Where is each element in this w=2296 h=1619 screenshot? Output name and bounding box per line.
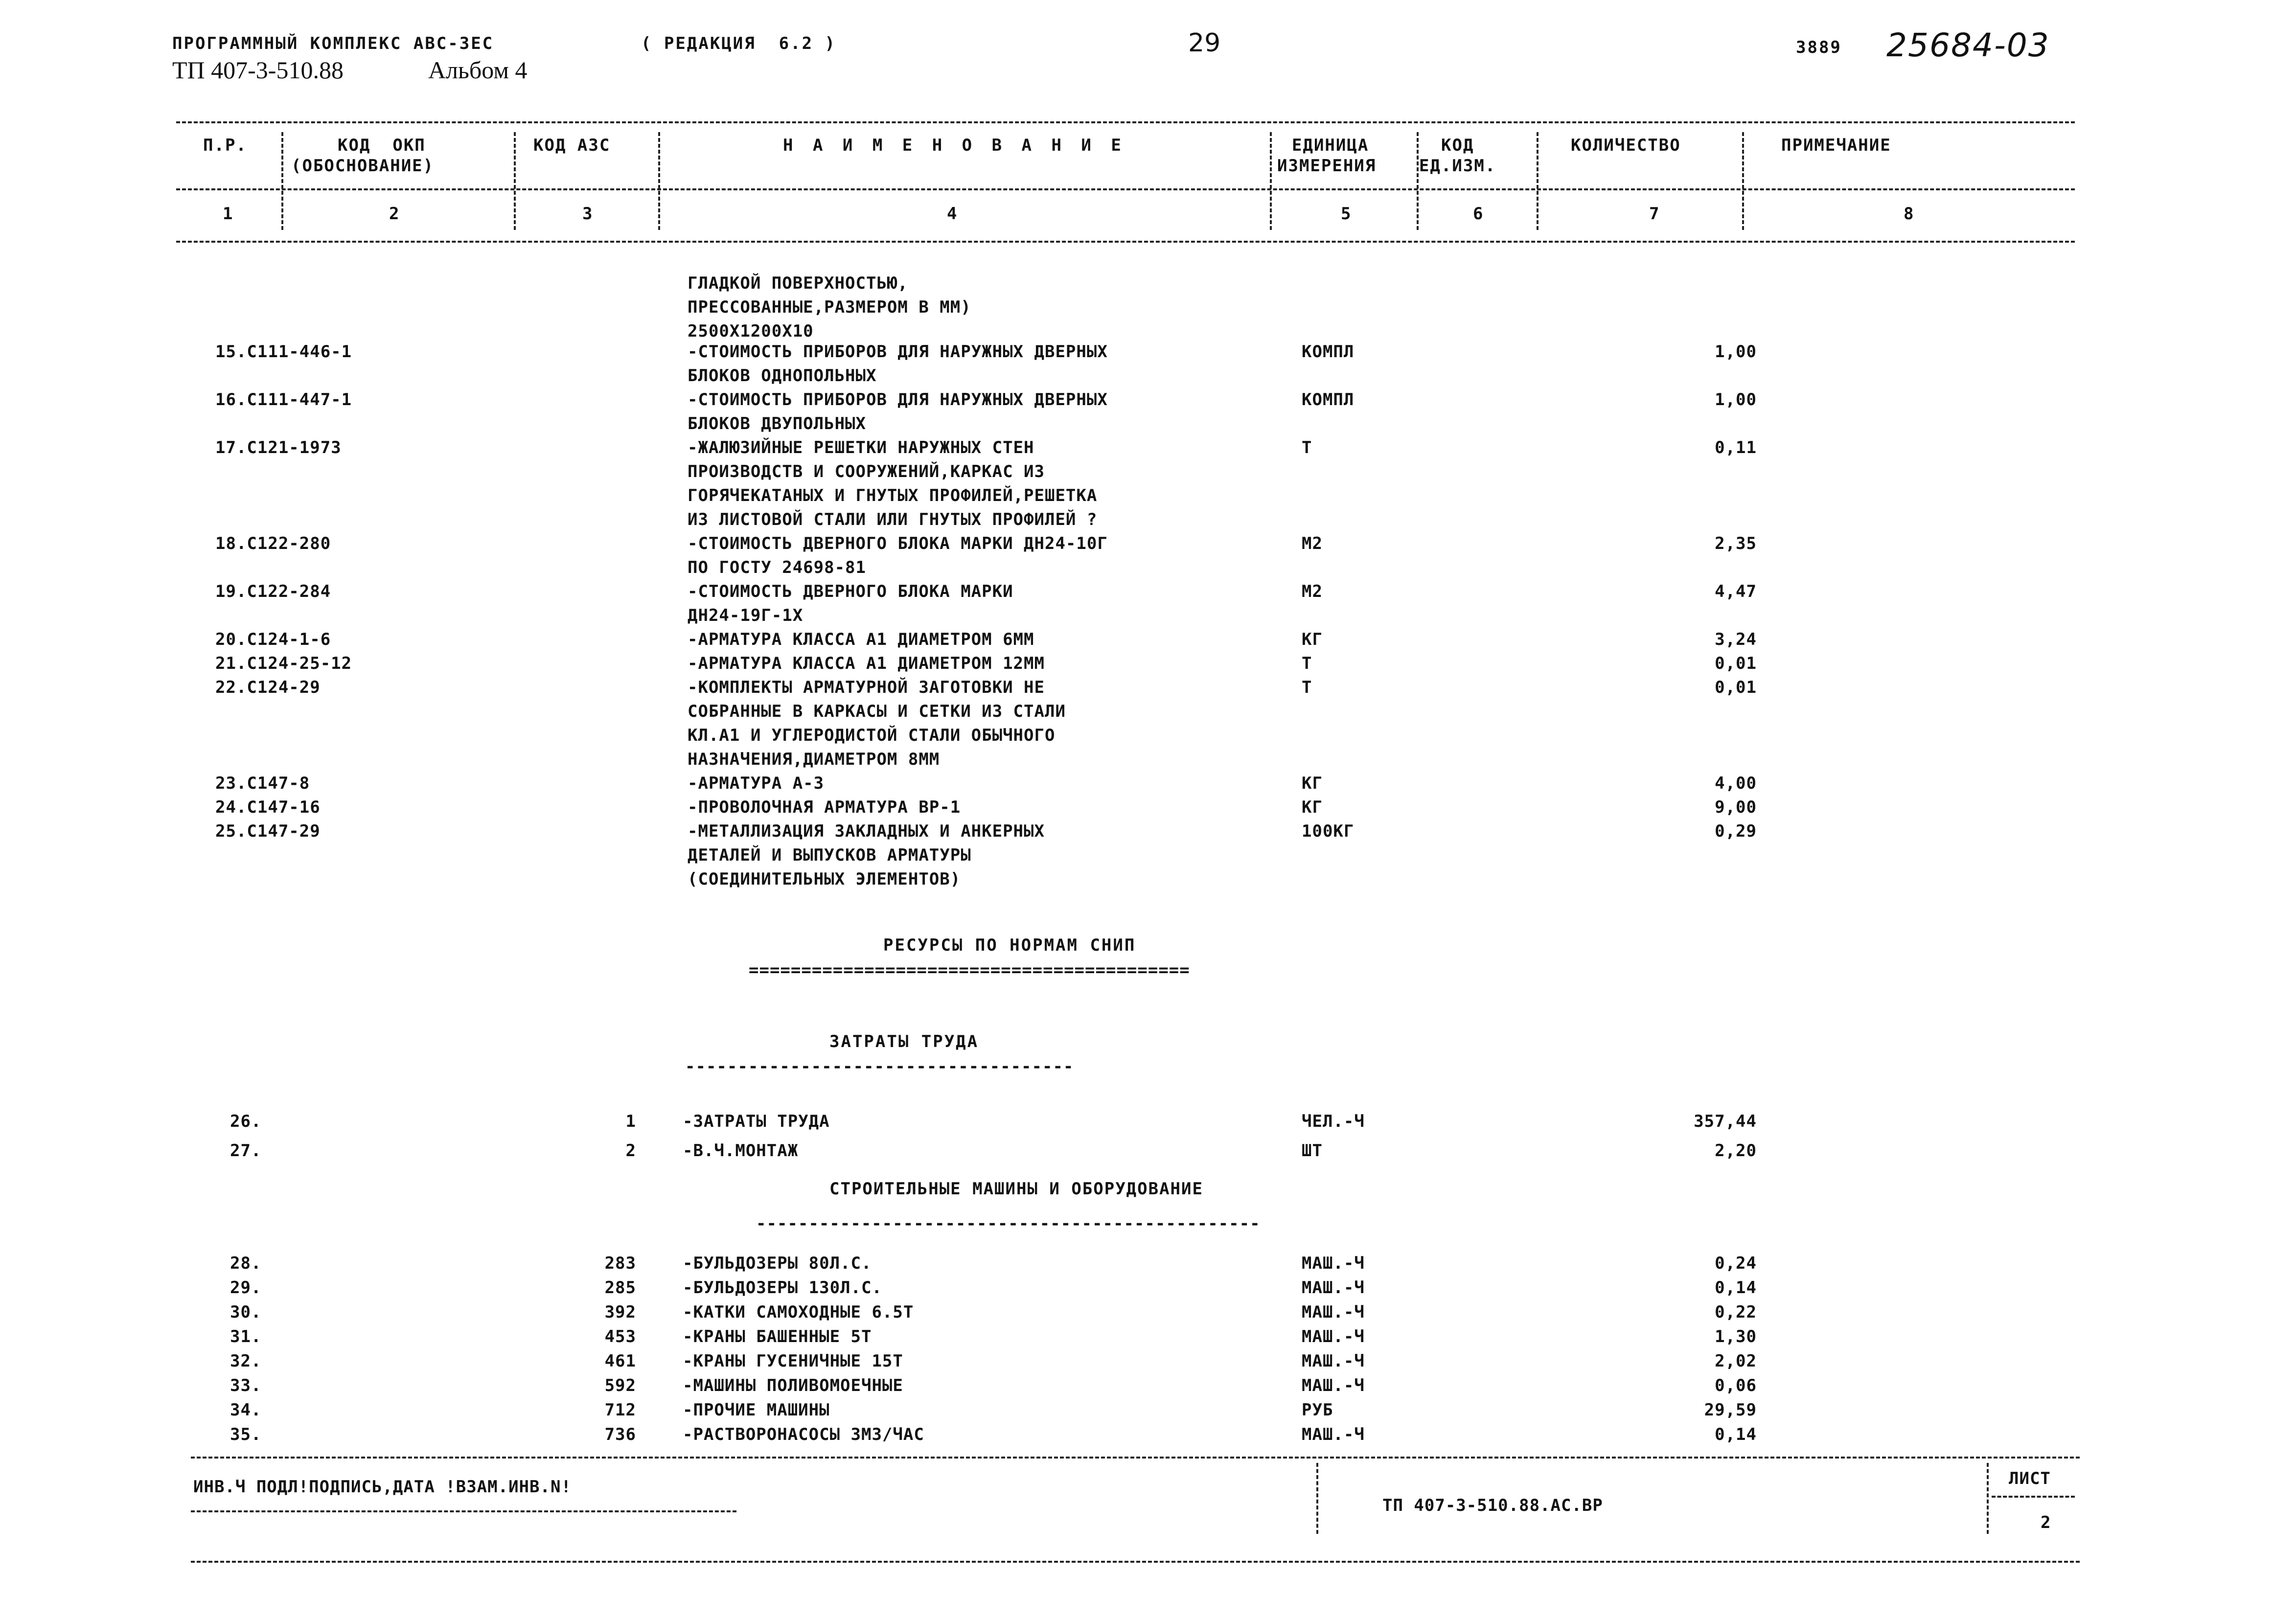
material-name-line: -АРМАТУРА КЛАССА А1 ДИАМЕТРОМ 6ММ [688,630,1034,649]
machines-underline: ------------------------------------------------ [756,1214,1261,1233]
col-number: 4 [947,204,958,224]
machine-row-name: -МАШИНЫ ПОЛИВОМОЕЧНЫЕ [683,1376,903,1395]
material-qty: 1,00 [1715,342,1757,362]
intro-text [688,272,971,343]
labor-row-num: 26. [230,1112,262,1131]
material-qty: 0,01 [1715,654,1757,673]
machine-row-num: 32. [230,1351,262,1371]
machine-row-unit: МАШ.-Ч [1302,1351,1365,1371]
material-code: 23.С147-8 [215,774,310,793]
material-code: 19.С122-284 [215,582,331,601]
material-name-line: -ЖАЛЮЗИЙНЫЕ РЕШЕТКИ НАРУЖНЫХ СТЕН [688,438,1034,457]
material-name-line: -СТОИМОСТЬ ПРИБОРОВ ДЛЯ НАРУЖНЫХ ДВЕРНЫХ [688,390,1108,410]
labor-underline: ------------------------------------- [685,1057,1074,1076]
col-header-unit-sub: ИЗМЕРЕНИЯ [1277,156,1377,176]
edition-label: ( РЕДАКЦИЯ 6.2 ) [641,34,836,53]
machine-row-code: 283 [604,1254,636,1273]
material-qty: 0,29 [1715,821,1757,841]
footer-bottom-rule [191,1561,2080,1563]
machine-row-num: 28. [230,1254,262,1273]
col-header-pr: П.Р. [203,136,247,155]
material-unit: КГ [1302,798,1323,817]
table-number-rule [176,241,2075,243]
footer-sep [1987,1463,1989,1534]
material-qty: 9,00 [1715,798,1757,817]
labor-title: ЗАТРАТЫ ТРУДА [829,1032,979,1051]
machine-row-unit: МАШ.-Ч [1302,1302,1365,1322]
col-sep [1270,132,1272,230]
col-sep [1417,132,1419,230]
material-code: 17.С121-1973 [215,438,342,457]
col-number: 5 [1341,204,1352,224]
col-header-qty: КОЛИЧЕСТВО [1571,136,1681,155]
labor-row-name: -В.Ч.МОНТАЖ [683,1141,799,1161]
material-name-line: -КОМПЛЕКТЫ АРМАТУРНОЙ ЗАГОТОВКИ НЕ [688,678,1045,697]
machine-row-num: 33. [230,1376,262,1395]
material-unit: КГ [1302,774,1323,793]
material-name-line: КЛ.А1 И УГЛЕРОДИСТОЙ СТАЛИ ОБЫЧНОГО [688,726,1056,745]
doc-number: 25684-03 [1886,26,2050,64]
machine-row-unit: РУБ [1302,1400,1333,1420]
machine-row-num: 31. [230,1327,262,1346]
material-name-line: (СОЕДИНИТЕЛЬНЫХ ЭЛЕМЕНТОВ) [688,869,961,889]
table-header-rule [176,188,2075,190]
material-name-line: БЛОКОВ ОДНОПОЛЬНЫХ [688,366,877,386]
resources-underline: ========================================== [749,960,1190,980]
machine-row-code: 712 [604,1400,636,1420]
labor-row-code: 2 [625,1141,636,1161]
col-header-unit: ЕДИНИЦА [1292,136,1369,155]
material-code: 16.С111-447-1 [215,390,352,410]
machine-row-name: -ПРОЧИЕ МАШИНЫ [683,1400,830,1420]
material-name-line: -АРМАТУРА КЛАССА А1 ДИАМЕТРОМ 12ММ [688,654,1045,673]
labor-row-code: 1 [625,1112,636,1131]
material-code: 22.С124-29 [215,678,321,697]
material-name-line: -ПРОВОЛОЧНАЯ АРМАТУРА ВР-1 [688,798,961,817]
machine-row-code: 453 [604,1327,636,1346]
footer-doc-ref: ТП 407-3-510.88.АС.ВР [1382,1496,1603,1515]
machine-row-name: -БУЛЬДОЗЕРЫ 80Л.С. [683,1254,872,1273]
footer-mid-rule [191,1510,736,1512]
material-name-line: ИЗ ЛИСТОВОЙ СТАЛИ ИЛИ ГНУТЫХ ПРОФИЛЕЙ ? [688,510,1098,529]
material-name-line: -СТОИМОСТЬ ПРИБОРОВ ДЛЯ НАРУЖНЫХ ДВЕРНЫХ [688,342,1108,362]
material-qty: 1,00 [1715,390,1757,410]
material-code: 24.С147-16 [215,798,321,817]
machines-title: СТРОИТЕЛЬНЫЕ МАШИНЫ И ОБОРУДОВАНИЕ [829,1179,1203,1199]
project-code: ТП 407-3-510.88 [172,56,344,84]
footer-sheet-rule [1992,1496,2075,1498]
labor-row-name: -ЗАТРАТЫ ТРУДА [683,1112,830,1131]
material-name-line: ДЕТАЛЕЙ И ВЫПУСКОВ АРМАТУРЫ [688,845,971,865]
col-header-note: ПРИМЕЧАНИЕ [1781,136,1891,155]
col-header-azs: КОД АЗС [533,136,611,155]
machine-row-name: -КРАНЫ ГУСЕНИЧНЫЕ 15Т [683,1351,903,1371]
col-number: 6 [1473,204,1484,224]
col-sep [658,132,660,230]
material-code: 21.С124-25-12 [215,654,352,673]
col-header-name: Н А И М Е Н О В А Н И Е [783,136,1126,155]
material-name-line: СОБРАННЫЕ В КАРКАСЫ И СЕТКИ ИЗ СТАЛИ [688,702,1066,721]
machine-row-qty: 2,02 [1715,1351,1757,1371]
machine-row-name: -КРАНЫ БАШЕННЫЕ 5Т [683,1327,872,1346]
col-number: 2 [389,204,400,224]
footer-sep [1316,1463,1318,1534]
machine-row-qty: 0,06 [1715,1376,1757,1395]
material-unit: М2 [1302,534,1323,553]
material-unit: Т [1302,438,1312,457]
material-qty: 3,24 [1715,630,1757,649]
material-name-line: ПРОИЗВОДСТВ И СООРУЖЕНИЙ,КАРКАС ИЗ [688,462,1045,481]
material-code: 25.С147-29 [215,821,321,841]
machine-row-unit: МАШ.-Ч [1302,1425,1365,1444]
material-name-line: -МЕТАЛЛИЗАЦИЯ ЗАКЛАДНЫХ И АНКЕРНЫХ [688,821,1045,841]
material-name-line: ПО ГОСТУ 24698-81 [688,558,866,577]
machine-row-num: 34. [230,1400,262,1420]
machine-row-unit: МАШ.-Ч [1302,1327,1365,1346]
machine-row-num: 30. [230,1302,262,1322]
material-qty: 0,01 [1715,678,1757,697]
machine-row-qty: 1,30 [1715,1327,1757,1346]
table-top-rule [176,121,2075,123]
col-number: 8 [1904,204,1915,224]
col-number: 3 [582,204,594,224]
material-qty: 4,47 [1715,582,1757,601]
machine-row-unit: МАШ.-Ч [1302,1376,1365,1395]
material-name-line: ГОРЯЧЕКАТАНЫХ И ГНУТЫХ ПРОФИЛЕЙ,РЕШЕТКА [688,486,1098,505]
machine-row-qty: 29,59 [1704,1400,1757,1420]
material-code: 18.С122-280 [215,534,331,553]
footer-left-label: ИНВ.Ч ПОДЛ!ПОДПИСЬ,ДАТА !ВЗАМ.ИНВ.N! [193,1477,572,1497]
material-unit: Т [1302,678,1312,697]
labor-row-unit: ШТ [1302,1141,1323,1161]
machine-row-qty: 0,24 [1715,1254,1757,1273]
labor-row-qty: 357,44 [1694,1112,1757,1131]
page-number: 29 [1188,28,1221,58]
col-sep [281,132,283,230]
col-sep [1537,132,1538,230]
machine-row-unit: МАШ.-Ч [1302,1254,1365,1273]
labor-row-unit: ЧЕЛ.-Ч [1302,1112,1365,1131]
material-unit: 100КГ [1302,821,1355,841]
material-unit: Т [1302,654,1312,673]
machine-row-qty: 0,14 [1715,1425,1757,1444]
col-header-unitcode-sub: ЕД.ИЗМ. [1419,156,1496,176]
intro-line: 2500Х1200Х10 [688,321,814,341]
machine-row-name: -КАТКИ САМОХОДНЫЕ 6.5Т [683,1302,914,1322]
col-number: 7 [1649,204,1660,224]
material-name-line: БЛОКОВ ДВУПОЛЬНЫХ [688,414,866,433]
material-code: 20.С124-1-6 [215,630,331,649]
material-name-line: -СТОИМОСТЬ ДВЕРНОГО БЛОКА МАРКИ [688,582,1013,601]
col-sep [1742,132,1744,230]
footer-sheet-number: 2 [2041,1513,2051,1532]
material-code: 15.С111-446-1 [215,342,352,362]
footer-sheet-label: ЛИСТ [2009,1469,2051,1488]
material-qty: 0,11 [1715,438,1757,457]
machine-row-code: 285 [604,1278,636,1298]
material-unit: М2 [1302,582,1323,601]
machine-row-num: 35. [230,1425,262,1444]
footer-top-rule [191,1457,2080,1459]
material-name-line: ДН24-19Г-1Х [688,606,804,625]
material-name-line: -СТОИМОСТЬ ДВЕРНОГО БЛОКА МАРКИ ДН24-10Г [688,534,1108,553]
intro-line: ГЛАДКОЙ ПОВЕРХНОСТЬЮ, [688,274,908,293]
machine-row-code: 392 [604,1302,636,1322]
machine-row-name: -БУЛЬДОЗЕРЫ 130Л.С. [683,1278,882,1298]
machine-row-name: -РАСТВОРОНАСОСЫ 3М3/ЧАС [683,1425,924,1444]
machine-row-code: 736 [604,1425,636,1444]
material-unit: КГ [1302,630,1323,649]
machine-row-qty: 0,14 [1715,1278,1757,1298]
material-qty: 4,00 [1715,774,1757,793]
machine-row-qty: 0,22 [1715,1302,1757,1322]
material-name-line: -АРМАТУРА А-3 [688,774,825,793]
col-sep [514,132,516,230]
resources-title: РЕСУРСЫ ПО НОРМАМ СНИП [883,935,1136,955]
col-header-okp-sub: (ОБОСНОВАНИЕ) [291,156,435,176]
material-qty: 2,35 [1715,534,1757,553]
labor-row-qty: 2,20 [1715,1141,1757,1161]
album-label: Альбом 4 [428,56,528,84]
machine-row-num: 29. [230,1278,262,1298]
program-title: ПРОГРАММНЫЙ КОМПЛЕКС АВС-ЗЕС [172,34,494,53]
machine-row-unit: МАШ.-Ч [1302,1278,1365,1298]
intro-line: ПРЕССОВАННЫЕ,РАЗМЕРОМ В ММ) [688,297,971,317]
material-unit: КОМПЛ [1302,342,1355,362]
labor-row-num: 27. [230,1141,262,1161]
machine-row-code: 592 [604,1376,636,1395]
material-unit: КОМПЛ [1302,390,1355,410]
machine-row-code: 461 [604,1351,636,1371]
doc-code: 3889 [1796,38,1842,57]
col-header-unitcode: КОД [1441,136,1474,155]
col-number: 1 [223,204,234,224]
material-name-line: НАЗНАЧЕНИЯ,ДИАМЕТРОМ 8ММ [688,750,940,769]
col-header-okp: КОД ОКП [338,136,426,155]
